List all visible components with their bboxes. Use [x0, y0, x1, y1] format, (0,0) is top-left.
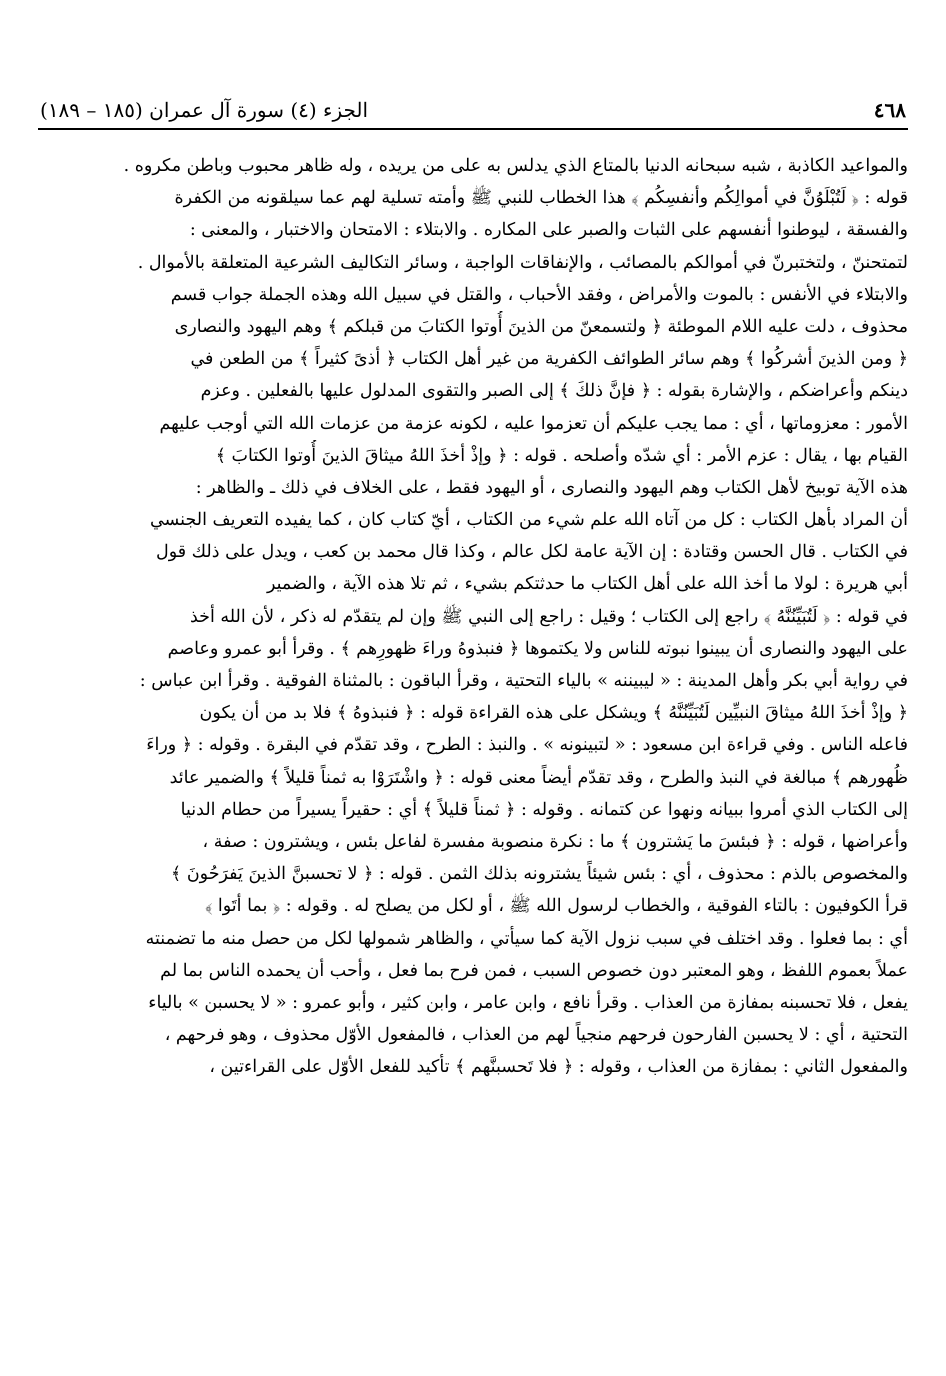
- text-line: وأعراضها ، قوله : ﴿ فبئسَ ما يَشترون ﴾ ما : نكرة منصوبة مفسرة لفاعل بئس ، ويشترون : صفة ،: [202, 831, 908, 852]
- text-line: والمخصوص بالذم : محذوف ، أي : بئس شيئاً يشترونه بذلك الثمن . قوله : ﴿ لا تحسبنَّ الذينَ يَفرَحُونَ ﴾: [171, 864, 908, 885]
- text-line: لتمتحننّ ، ولتختبرنّ في أموالكم بالمصائب ، والإنفاقات الواجبة ، وسائر التكاليف الشرعية المتعلقة بالأموال .: [137, 252, 908, 273]
- text-line: ﴿ ومن الذينَ أشركُوا ﴾ وهم سائر الطوائف الكفرية من غير أهل الكتاب ﴿ أذىً كثيراً ﴾ من الطعن في: [190, 349, 908, 370]
- text-line: في قوله : ﴿ لَتُبَيِّنُنَّهُ ﴾ راجع إلى الكتاب ؛ وقيل : راجع إلى النبي ﷺ وإن لم يتقدّم له ذكر ، لأن الله أخذ: [189, 606, 908, 627]
- text-line: ﴿ وإذْ أخذَ اللهُ ميثاقَ النبيِّين لَتُبَيِّنُنَّهُ ﴾ ويشكل على هذه القراءة قوله : ﴿ فنبذوهُ ﴾ فلا بد من أن يكون: [199, 703, 908, 724]
- page-body: [38, 150, 908, 1083]
- page-number: ٤٦٨: [873, 98, 906, 122]
- text-line: هذه الآية توبيخ لأهل الكتاب وهم اليهود والنصارى ، أو اليهود فقط ، على الخلاف في ذلك ـ والظاهر :: [195, 477, 908, 498]
- header-rule: [38, 128, 908, 130]
- text-line: في الكتاب . قال الحسن وقتادة : إن الآية عامة لكل عالم ، وكذا قال محمد بن كعب ، ويدل على ذلك قول: [155, 542, 908, 563]
- text-line: أبي هريرة : لولا ما أخذ الله على أهل الكتاب ما حدثتكم بشيء ، ثم تلا هذه الآية ، والضمير: [266, 574, 908, 595]
- text-line: في رواية أبي بكر وأهل المدينة : « ليبيننه » بالياء التحتية ، وقرأ الباقون : بالمثناة الفوقية . وقرأ ابن عباس :: [139, 671, 908, 691]
- text-line: محذوف ، دلت عليه اللام الموطئة ﴿ ولتسمعنّ من الذينَ أُوتوا الكتابَ من قبلكم ﴾ وهم اليهود والنصارى: [174, 316, 908, 337]
- page-header: [40, 86, 906, 122]
- text-line: إلى الكتاب الذي أمروا ببيانه ونهوا عن كتمانه . وقوله : ﴿ ثمناً قليلاً ﴾ أي : حقيراً يسيراً من حطام الدنيا: [180, 799, 908, 820]
- text-line: والابتلاء في الأنفس : بالموت والأمراض ، وفقد الأحباب ، والقتل في سبيل الله وهذه الجملة جواب قسم: [170, 284, 908, 305]
- text-line: يفعل ، فلا تحسبنه بمفازة من العذاب . وقرأ نافع ، وابن عامر ، وابن كثير ، وأبو عمرو : « لا يحسبن » بالياء: [148, 992, 908, 1013]
- text-line: والفسقة ، ليوطنوا أنفسهم على الثبات والصبر على المكاره . والابتلاء : الامتحان والاختبار ، والمعنى :: [189, 220, 908, 241]
- text-line: الأمور : معزوماتها ، أي : مما يجب عليكم أن تعزموا عليه ، لكونه عزمة من عزمات الله التي أوجب عليهم: [159, 413, 908, 434]
- text-line: دينكم وأعراضكم ، والإشارة بقوله : ﴿ فإنَّ ذلكَ ﴾ إلى الصبر والتقوى المدلول عليها بالفعلين . وعزم: [200, 381, 908, 402]
- text-line: أن المراد بأهل الكتاب : كل من آتاه الله علم شيء من الكتاب ، أيّ كتاب كان ، كما يفيده التعريف الجنسي: [149, 510, 908, 531]
- text-line: التحتية ، أي : لا يحسبن الفارحون فرحهم منجياً لهم من العذاب ، فالمفعول الأوّل محذوف ، وهو فرحهم ،: [164, 1025, 908, 1046]
- text-line: القيام بها ، يقال : عزم الأمر : أي شدّه وأصلحه . قوله : ﴿ وإذْ أخذَ اللهُ ميثاقَ الذينَ أُوتوا الكتابَ ﴾: [215, 445, 908, 466]
- text-line: قرأ الكوفيون : بالتاء الفوقية ، والخطاب لرسول الله ﷺ ، أو لكل من يصلح له . وقوله : ﴿ بما أتَوا ﴾: [205, 896, 908, 917]
- text-line: والمفعول الثاني : بمفازة من العذاب ، وقوله : ﴿ فلا تَحسبنَّهم ﴾ تأكيد للفعل الأوّل على القراءتين ،: [209, 1057, 908, 1078]
- running-title: الجزء (٤) سورة آل عمران (١٨٥ – ١٨٩): [40, 98, 369, 122]
- text-line: عملاً بعموم اللفظ ، وهو المعتبر دون خصوص السبب ، فمن فرح بما فعل ، وأحب أن يحمده الناس بما لم: [160, 960, 908, 981]
- text-line: والمواعيد الكاذبة ، شبه سبحانه الدنيا بالمتاع الذي يدلس به على من يريده ، وله ظاهر محبوب وباطن مكروه .: [123, 156, 908, 176]
- text-line: ظُهورهم ﴾ مبالغة في النبذ والطرح ، وقد تقدّم أيضاً معنى قوله : ﴿ واشْتَرَوْا به ثمناً قليلاً ﴾ والضمير عائد: [169, 767, 908, 788]
- text-line: أي : بما فعلوا . وقد اختلف في سبب نزول الآية كما سيأتي ، والظاهر شمولها لكل من حصل منه ما تضمنته: [145, 928, 908, 949]
- text-line: قوله : ﴿ لَتُبْلَوُنَّ في أموالِكُم وأنفسِكُم ﴾ هذا الخطاب للنبي ﷺ وأمته تسلية لهم عما سيلقونه من الكفرة: [174, 188, 908, 209]
- text-line: على اليهود والنصارى أن يبينوا نبوته للناس ولا يكتموها ﴿ فنبذوهُ وراءَ ظهورِهم ﴾ . وقرأ أبو عمرو وعاصم: [167, 638, 908, 659]
- text-line: فاعله الناس . وفي قراءة ابن مسعود : « لتبينونه » . والنبذ : الطرح ، وقد تقدّم في البقرة . وقوله : ﴿ وراءَ: [146, 735, 908, 756]
